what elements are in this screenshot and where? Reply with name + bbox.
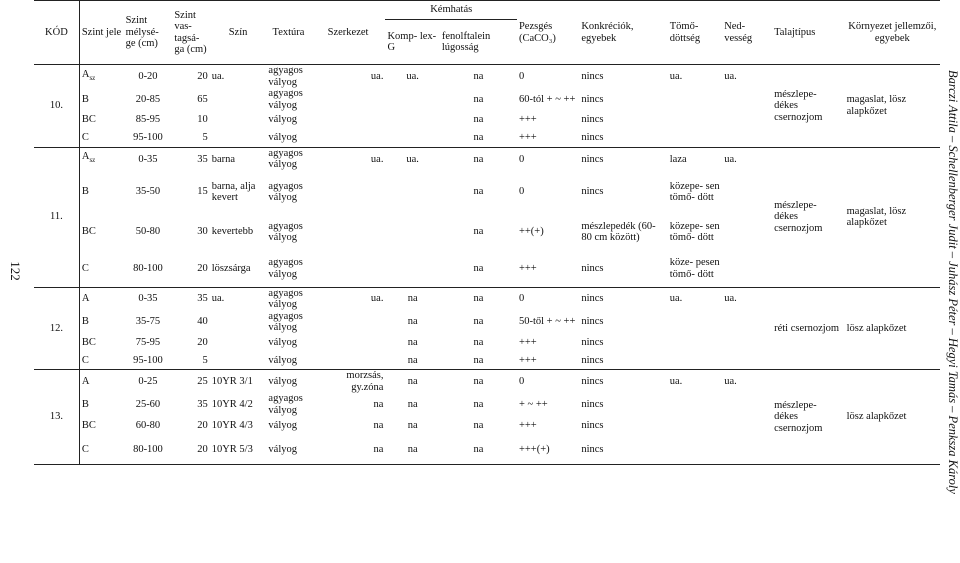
szint-jele: C [81, 354, 89, 366]
textura-cell: agyagos vályog [266, 251, 310, 287]
pezsges-cell: 50-től + ~ ++ [518, 316, 576, 328]
pezsges-cell: 0 [518, 375, 525, 387]
konkreciok-cell: nincs [581, 420, 604, 432]
nedvesseg-cell [722, 251, 772, 287]
tomodottseg-cell [668, 88, 722, 111]
melyseg-cell: 60-80 [135, 420, 161, 432]
szint-jele: A [81, 293, 90, 305]
vastagsag-cell: 25 [197, 375, 208, 387]
vastagsag-cell: 10 [197, 114, 208, 126]
melyseg-cell: 0-20 [138, 70, 158, 82]
szerkezet-cell: ua. [370, 153, 384, 165]
vastagsag-cell: 20 [197, 420, 208, 432]
header-textura: Textúra [272, 26, 305, 38]
textura-cell: vályog [268, 420, 297, 432]
szin-cell: barna, alja kevert [211, 180, 256, 203]
komplex-cell: na [407, 375, 418, 387]
pezsges-cell: 0 [518, 293, 525, 305]
fenol-cell: na [440, 251, 517, 287]
komplex-cell [385, 129, 439, 147]
tomodottseg-cell [668, 436, 722, 464]
vastagsag-cell: 5 [172, 129, 209, 147]
kod-cell: 12. [34, 287, 79, 370]
komplex-cell: na [407, 420, 418, 432]
textura-cell: agyagos vályog [268, 220, 303, 243]
kornyezet-cell: magaslat, lösz alapkőzet [845, 147, 940, 287]
nedvesseg-cell [722, 334, 772, 352]
tomodottseg-cell: közepe- sen tömő- dött [669, 180, 720, 203]
szint-jele: C [81, 444, 89, 455]
szint-jele: BC [81, 336, 96, 348]
vastagsag-cell: 20 [197, 336, 208, 348]
konkreciok-cell: nincs [581, 336, 604, 348]
vastagsag-cell: 35 [197, 153, 208, 165]
komplex-cell: na [407, 398, 418, 410]
nedvesseg-cell [722, 393, 772, 416]
nedvesseg-cell [722, 416, 772, 436]
szint-jele-cell [79, 416, 123, 436]
kod-cell: 13. [34, 370, 79, 465]
szerkezet-cell [311, 88, 386, 111]
melyseg-cell: 35-75 [135, 316, 161, 328]
header-szint-jele: Szint jele [81, 26, 122, 38]
szin-cell: löszsárga [210, 251, 267, 287]
szint-jele: BC [81, 420, 96, 432]
szerkezet-cell [311, 111, 386, 129]
table-row [34, 370, 940, 394]
konkreciok-cell: nincs [581, 114, 604, 126]
szin-cell [210, 311, 267, 334]
tomodottseg-cell [668, 129, 722, 147]
szint-jele: B [81, 186, 89, 198]
tomodottseg-cell [668, 416, 722, 436]
tomodottseg-cell: közepe- sen tömő- dött [669, 220, 720, 243]
soil-profile-table-wrapper [34, 0, 940, 563]
fenol-cell: na [473, 70, 484, 82]
konkreciok-cell: nincs [579, 352, 667, 370]
nedvesseg-cell: ua. [724, 153, 737, 165]
textura-cell: vályog [268, 375, 297, 387]
nedvesseg-cell [722, 88, 772, 111]
tomodottseg-cell [668, 334, 722, 352]
textura-cell: agyagos vályog [268, 65, 303, 88]
header-talajtipus: Talajtípus [774, 26, 816, 38]
szerkezet-cell [311, 251, 386, 287]
komplex-cell: ua. [406, 153, 419, 165]
szint-jele-cell [79, 436, 123, 464]
komplex-cell [385, 251, 439, 287]
textura-cell: agyagos vályog [268, 180, 303, 203]
pezsges-cell: +++ [517, 129, 579, 147]
nedvesseg-cell [722, 213, 772, 251]
szint-jele-cell [79, 287, 123, 311]
melyseg-cell: 50-80 [135, 226, 161, 238]
kornyezet-cell: lösz alapkőzet [845, 370, 940, 465]
szint-jele-cell [79, 352, 123, 370]
kornyezet-cell: lösz alapkőzet [845, 287, 940, 370]
komplex-cell [385, 88, 439, 111]
szin-cell: kevertebb [211, 226, 254, 238]
vastagsag-cell: 15 [197, 186, 208, 198]
header-szint-vastagsaga: Szint vas- tagsá- ga (cm) [174, 9, 207, 55]
szerkezet-cell [311, 129, 386, 147]
nedvesseg-cell [722, 436, 772, 464]
komplex-cell: na [407, 336, 418, 348]
szint-jele-cell [79, 213, 123, 251]
table-row [34, 65, 940, 89]
vastagsag-cell: 20 [197, 70, 208, 82]
szint-jele-cell [79, 88, 123, 111]
szerkezet-cell: na [311, 436, 386, 464]
header-kornyezet: Környezet jellemzői, egyebek [848, 21, 937, 44]
szin-cell: 10YR 4/3 [211, 420, 253, 432]
szerkezet-cell [311, 171, 386, 213]
melyseg-cell: 20-85 [135, 93, 161, 105]
header-kemhatas: Kémhatás [430, 4, 473, 16]
fenol-cell: na [473, 375, 484, 387]
pezsges-cell: +++ [518, 420, 537, 432]
pezsges-cell: +++(+) [517, 436, 579, 464]
tomodottseg-cell: laza [669, 153, 687, 165]
pezsges-cell: + ~ ++ [518, 398, 548, 410]
header-nedvesseg: Ned- vesség [724, 21, 753, 44]
szerkezet-cell: na [373, 420, 384, 432]
textura-cell: vályog [266, 129, 310, 147]
komplex-cell [385, 111, 439, 129]
szint-jele-cell [79, 370, 123, 394]
soil-profile-table [34, 0, 940, 465]
komplex-cell [385, 213, 439, 251]
header-kod: KÓD [34, 1, 79, 65]
fenol-cell: na [440, 129, 517, 147]
melyseg-cell: 0-25 [138, 375, 158, 387]
header-komplex-g: Komp- lex-G [385, 20, 439, 65]
melyseg-cell: 0-35 [138, 293, 158, 305]
tomodottseg-cell: ua. [669, 70, 683, 82]
szerkezet-cell: ua. [370, 70, 384, 82]
szint-jele-cell [79, 251, 123, 287]
melyseg-cell: 75-95 [135, 336, 161, 348]
vastagsag-cell: 5 [172, 352, 209, 370]
szint-jele-sub: sz [89, 156, 96, 165]
komplex-cell: na [407, 293, 418, 305]
nedvesseg-cell [722, 171, 772, 213]
fenol-cell: na [473, 114, 484, 126]
header-pezsges: Pezsgés (CaCO₃) [518, 21, 556, 44]
szint-jele: B [81, 398, 89, 410]
szin-cell [210, 111, 267, 129]
talajtipus-cell: mészlepe- dékes csernozjom [772, 370, 845, 465]
szint-jele: C [81, 132, 89, 143]
konkreciok-cell: nincs [581, 293, 604, 305]
szin-cell: 10YR 5/3 [210, 436, 267, 464]
konkreciok-cell: nincs [579, 251, 667, 287]
szint-jele-cell [79, 334, 123, 352]
page-number: 122 [8, 261, 23, 281]
konkreciok-cell: nincs [581, 398, 604, 410]
szint-jele: B [81, 93, 89, 105]
vastagsag-cell: 30 [197, 226, 208, 238]
nedvesseg-cell: ua. [724, 293, 737, 305]
tomodottseg-cell [668, 111, 722, 129]
header-szint-melysege: Szint mélysé- ge (cm) [125, 15, 159, 50]
komplex-cell: ua. [406, 70, 419, 82]
szint-jele: BC [81, 114, 96, 126]
fenol-cell: na [473, 153, 484, 165]
textura-cell: agyagos vályog [268, 88, 303, 111]
fenol-cell: na [473, 336, 484, 348]
pezsges-cell: ++(+) [518, 226, 544, 238]
textura-cell: vályog [268, 114, 297, 126]
tomodottseg-cell [668, 393, 722, 416]
pezsges-cell: 0 [518, 70, 525, 82]
fenol-cell: na [473, 420, 484, 432]
pezsges-cell: +++ [518, 336, 537, 348]
melyseg-cell: 80-100 [124, 436, 173, 464]
fenol-cell: na [440, 352, 517, 370]
melyseg-cell: 0-35 [138, 153, 158, 165]
running-title: Barczi Attila – Schellenberger Judit – Juhász Péter – Hegyi Tamás – Penksza Károly [946, 69, 960, 494]
komplex-cell: na [385, 352, 439, 370]
pezsges-cell: +++ [517, 352, 579, 370]
pezsges-cell: 60-tól + ~ ++ [518, 93, 576, 105]
nedvesseg-cell [722, 352, 772, 370]
szint-jele: B [81, 316, 89, 328]
szin-cell [210, 334, 267, 352]
kornyezet-cell: magaslat, lösz alapkőzet [845, 65, 940, 148]
header-tomodottseg: Tömő- döttség [669, 21, 701, 44]
komplex-cell: na [385, 436, 439, 464]
pezsges-cell: 0 [518, 153, 525, 165]
szin-cell: 10YR 3/1 [211, 375, 253, 387]
table-row [34, 147, 940, 171]
kod-cell: 10. [34, 65, 79, 148]
konkreciok-cell: nincs [581, 93, 604, 105]
fenol-cell: na [440, 436, 517, 464]
szerkezet-cell [311, 334, 386, 352]
textura-cell: agyagos vályog [268, 147, 303, 171]
konkreciok-cell: nincs [581, 375, 604, 387]
konkreciok-cell: nincs [579, 436, 667, 464]
header-konkreciok: Konkréciók, egyebek [581, 21, 634, 44]
szint-jele-cell [79, 111, 123, 129]
fenol-cell: na [473, 293, 484, 305]
komplex-cell [385, 171, 439, 213]
vastagsag-cell: 20 [172, 436, 209, 464]
vastagsag-cell: 35 [197, 398, 208, 410]
szint-jele: A [81, 375, 90, 387]
tomodottseg-cell: ua. [669, 293, 683, 305]
textura-cell: agyagos vályog [268, 310, 303, 333]
melyseg-cell: 25-60 [135, 398, 161, 410]
szint-jele-cell [79, 129, 123, 147]
nedvesseg-cell: ua. [724, 70, 737, 82]
szin-cell [210, 129, 267, 147]
szint-jele: A [81, 68, 90, 80]
szerkezet-cell: na [373, 398, 384, 410]
pezsges-cell: +++ [518, 114, 537, 126]
talajtipus-cell: mészlepe- dékes csernozjom [772, 65, 845, 148]
konkreciok-merged-cell: mészlepedék (60-80 cm között) [581, 220, 656, 243]
table-body [34, 65, 940, 465]
tomodottseg-cell [668, 311, 722, 334]
textura-cell: vályog [268, 336, 297, 348]
konkreciok-cell: nincs [581, 316, 604, 328]
konkreciok-cell: nincs [581, 186, 604, 198]
table-header [34, 1, 940, 65]
konkreciok-cell: nincs [579, 129, 667, 147]
kod-cell: 11. [34, 147, 79, 287]
vastagsag-cell: 65 [197, 93, 208, 105]
melyseg-cell: 85-95 [135, 114, 161, 126]
szin-cell: ua. [211, 70, 225, 82]
textura-cell: vályog [266, 352, 310, 370]
vastagsag-cell: 35 [197, 293, 208, 305]
szint-jele: BC [81, 226, 96, 238]
talajtipus-cell: mészlepe- dékes csernozjom [772, 147, 845, 287]
melyseg-cell: 95-100 [124, 129, 173, 147]
fenol-cell: na [473, 316, 484, 328]
nedvesseg-cell [722, 129, 772, 147]
header-szerkezet: Szerkezet [327, 26, 369, 38]
textura-cell: agyagos vályog [268, 287, 303, 310]
melyseg-cell: 35-50 [135, 186, 161, 198]
szin-cell: ua. [211, 293, 225, 305]
pezsges-cell: +++ [517, 251, 579, 287]
szint-jele: A [81, 151, 90, 163]
tomodottseg-cell: köze- pesen tömő- dött [668, 251, 722, 287]
fenol-cell: na [473, 186, 484, 198]
tomodottseg-cell: ua. [669, 375, 683, 387]
szin-cell: barna [211, 153, 236, 165]
szint-jele-cell [79, 147, 123, 171]
nedvesseg-cell [722, 311, 772, 334]
szin-cell: 10YR 4/2 [211, 398, 253, 410]
textura-cell: agyagos vályog [268, 393, 303, 416]
szerkezet-cell: morzsás, gy.zóna [346, 370, 384, 393]
fenol-cell: na [473, 226, 484, 238]
melyseg-cell: 95-100 [124, 352, 173, 370]
szint-jele-cell [79, 65, 123, 89]
szint-jele-cell [79, 311, 123, 334]
fenol-cell: na [473, 398, 484, 410]
szint-jele-cell [79, 393, 123, 416]
nedvesseg-cell: ua. [724, 375, 737, 387]
szin-cell [210, 88, 267, 111]
table-row [34, 287, 940, 311]
konkreciok-cell: nincs [581, 153, 604, 165]
vastagsag-cell: 20 [172, 251, 209, 287]
textura-cell: vályog [266, 436, 310, 464]
nedvesseg-cell [722, 111, 772, 129]
melyseg-cell: 80-100 [124, 251, 173, 287]
talajtipus-cell: réti csernozjom [772, 287, 845, 370]
pezsges-cell: 0 [518, 186, 525, 198]
szerkezet-cell [311, 352, 386, 370]
szint-jele: C [81, 263, 89, 274]
komplex-cell: na [407, 316, 418, 328]
szint-jele-cell [79, 171, 123, 213]
tomodottseg-cell [668, 352, 722, 370]
vastagsag-cell: 40 [197, 316, 208, 328]
konkreciok-cell: nincs [581, 70, 604, 82]
header-fenolftalein: fenolftalein lúgosság [440, 20, 517, 65]
fenol-cell: na [473, 93, 484, 105]
szint-jele-sub: sz [89, 73, 96, 82]
szerkezet-cell [311, 213, 386, 251]
header-szin: Szín [228, 26, 248, 38]
szerkezet-cell [311, 311, 386, 334]
szerkezet-cell: ua. [370, 293, 384, 305]
szin-cell [210, 352, 267, 370]
